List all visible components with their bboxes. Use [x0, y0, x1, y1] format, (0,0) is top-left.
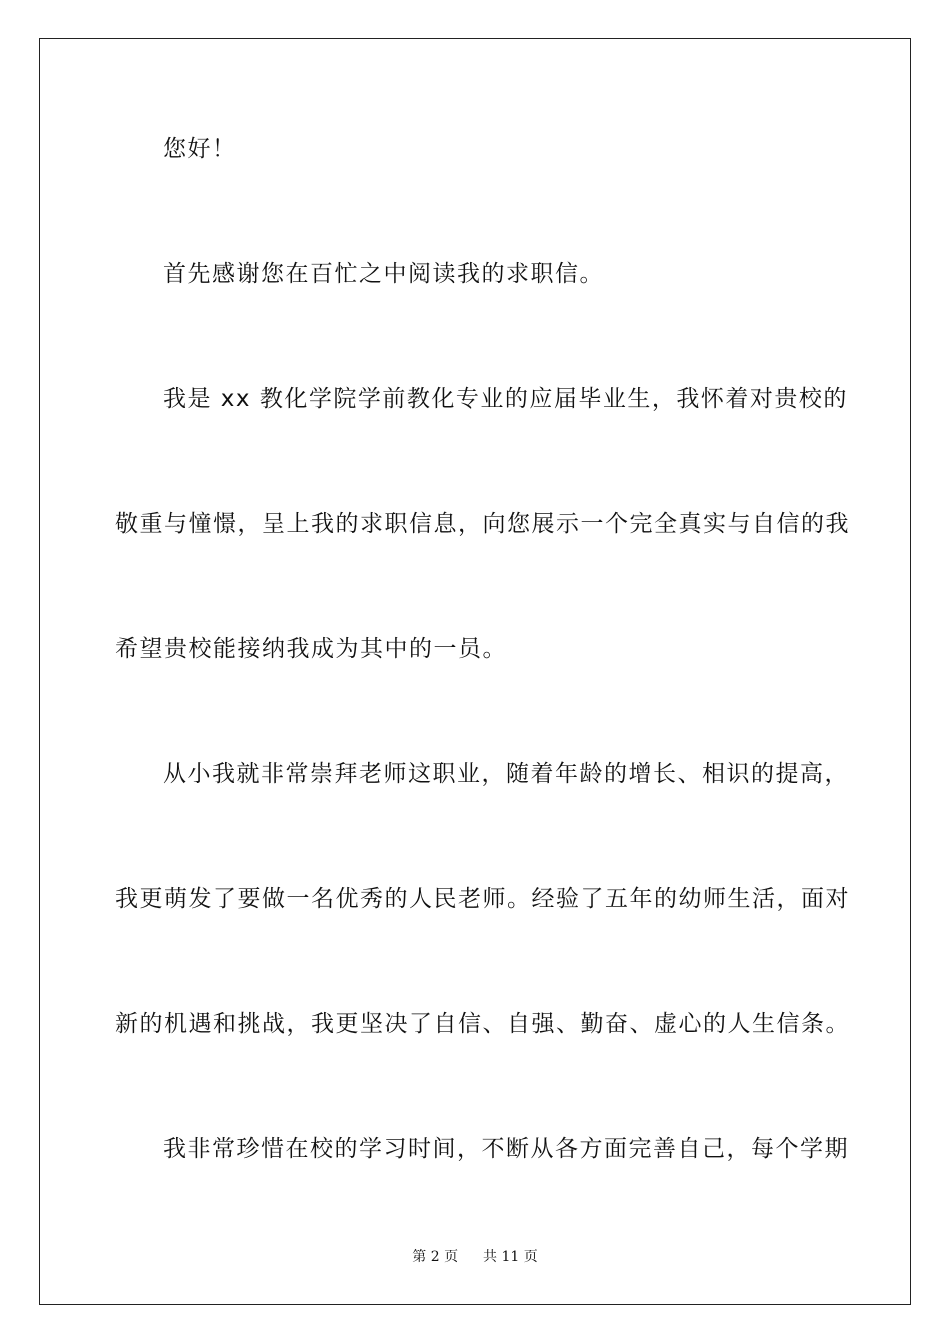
page-frame [39, 38, 911, 1305]
paragraph-4-line-1: 我非常珍惜在校的学习时间，不断从各方面完善自己，每个学期 [163, 1136, 849, 1162]
page-total: 共 11 页 [483, 1249, 538, 1265]
page-footer [0, 1248, 950, 1266]
greeting-line: 您好！ [163, 136, 237, 162]
paragraph-2-line-1: 我是 xx 教化学院学前教化专业的应届毕业生，我怀着对贵校的 [163, 386, 848, 412]
paragraph-3-line-2: 我更萌发了要做一名优秀的人民老师。经验了五年的幼师生活，面对 [115, 886, 850, 912]
paragraph-3-line-1: 从小我就非常崇拜老师这职业，随着年龄的增长、相识的提高， [163, 761, 849, 787]
paragraph-3-line-3: 新的机遇和挑战，我更坚决了自信、自强、勤奋、虚心的人生信条。 [115, 1011, 850, 1037]
paragraph-2-line-2: 敬重与憧憬，呈上我的求职信息，向您展示一个完全真实与自信的我 [115, 511, 850, 537]
paragraph-1-line-1: 首先感谢您在百忙之中阅读我的求职信。 [163, 261, 604, 287]
page-number: 第 2 页 [412, 1249, 459, 1265]
paragraph-2-line-3: 希望贵校能接纳我成为其中的一员。 [115, 636, 507, 662]
